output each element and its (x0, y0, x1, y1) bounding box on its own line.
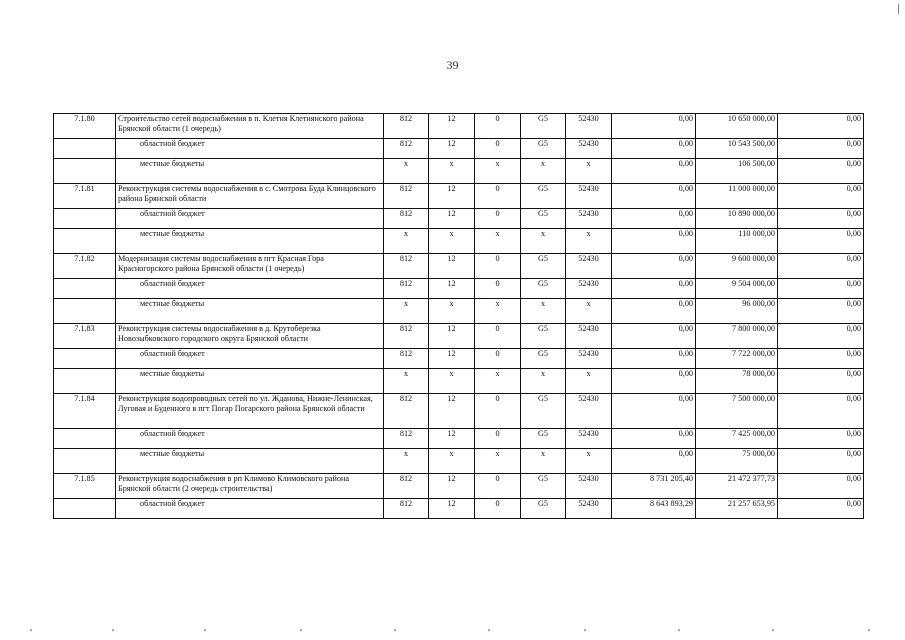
table-row-budget-source (54, 499, 864, 519)
row-value-3-cell: 0,00 (778, 159, 864, 184)
row-ministry-code-cell: x (384, 229, 429, 254)
row-value-3-cell: 0,00 (778, 369, 864, 394)
row-ministry-code-cell: 812 (384, 254, 429, 279)
row-subsection-cell: 0 (475, 499, 521, 519)
row-name-cell: местные бюджеты (116, 159, 384, 184)
row-name-cell: местные бюджеты (116, 369, 384, 394)
row-value-2-cell: 10 890 000,00 (696, 209, 778, 229)
row-program-cell: x (521, 369, 566, 394)
row-subsection-cell: 0 (475, 254, 521, 279)
page-number: 39 (446, 58, 459, 72)
row-ministry-code-cell: 812 (384, 499, 429, 519)
row-article-cell: 52430 (566, 429, 612, 449)
row-code-cell: 7.1.84 (54, 394, 116, 429)
row-ministry-code-cell: 812 (384, 184, 429, 209)
row-value-1-cell: 0,00 (612, 184, 696, 209)
row-program-cell: G5 (521, 254, 566, 279)
row-value-1-cell: 0,00 (612, 139, 696, 159)
row-program-cell: G5 (521, 184, 566, 209)
edge-dot (678, 629, 680, 631)
row-subsection-cell: x (475, 159, 521, 184)
row-value-2-cell: 75 000,00 (696, 449, 778, 474)
row-section-cell: x (429, 299, 475, 324)
row-article-cell: 52430 (566, 209, 612, 229)
row-code-cell (54, 499, 116, 519)
table-row-measure (54, 394, 864, 429)
row-article-cell: 52430 (566, 279, 612, 299)
row-program-cell: G5 (521, 324, 566, 349)
row-article-cell: x (566, 449, 612, 474)
row-section-cell: 12 (429, 394, 475, 429)
row-ministry-code-cell: 812 (384, 279, 429, 299)
row-value-2-cell: 7 722 000,00 (696, 349, 778, 369)
row-name-cell: областной бюджет (116, 429, 384, 449)
row-program-cell: x (521, 229, 566, 254)
row-code-cell: 7.1.85 (54, 474, 116, 499)
row-name-cell: Реконструкция системы водоснабжения в с. Смотрова Буда Клинцовского района Брянской области (116, 184, 384, 209)
row-value-3-cell: 0,00 (778, 209, 864, 229)
row-value-1-cell: 0,00 (612, 429, 696, 449)
row-value-1-cell: 0,00 (612, 279, 696, 299)
table-row-budget-source (54, 139, 864, 159)
row-ministry-code-cell: 812 (384, 474, 429, 499)
row-article-cell: 52430 (566, 184, 612, 209)
row-value-1-cell: 0,00 (612, 229, 696, 254)
row-article-cell: 52430 (566, 254, 612, 279)
table-row-budget-source (54, 209, 864, 229)
row-name-cell: Строительство сетей водоснабжения в п. Клетня Клетнянского района Брянской области (1 очередь) (116, 114, 384, 139)
row-value-2-cell: 21 472 377,73 (696, 474, 778, 499)
row-program-cell: x (521, 449, 566, 474)
row-value-1-cell: 0,00 (612, 299, 696, 324)
row-value-3-cell: 0,00 (778, 299, 864, 324)
page-edge-marks (0, 627, 905, 635)
row-section-cell: x (429, 159, 475, 184)
row-article-cell: 52430 (566, 139, 612, 159)
row-code-cell (54, 429, 116, 449)
row-value-3-cell: 0,00 (778, 474, 864, 499)
row-name-cell: областной бюджет (116, 139, 384, 159)
row-name-cell: местные бюджеты (116, 299, 384, 324)
row-program-cell: G5 (521, 349, 566, 369)
row-value-2-cell: 110 000,00 (696, 229, 778, 254)
row-ministry-code-cell: 812 (384, 349, 429, 369)
row-ministry-code-cell: 812 (384, 139, 429, 159)
row-article-cell: x (566, 159, 612, 184)
row-name-cell: областной бюджет (116, 499, 384, 519)
row-subsection-cell: 0 (475, 474, 521, 499)
row-subsection-cell: x (475, 229, 521, 254)
row-code-cell (54, 139, 116, 159)
row-value-3-cell: 0,00 (778, 324, 864, 349)
row-section-cell: 12 (429, 114, 475, 139)
row-program-cell: x (521, 159, 566, 184)
row-program-cell: G5 (521, 394, 566, 429)
row-program-cell: G5 (521, 474, 566, 499)
row-value-3-cell: 0,00 (778, 394, 864, 429)
row-name-cell: местные бюджеты (116, 449, 384, 474)
row-value-2-cell: 7 500 000,00 (696, 394, 778, 429)
row-name-cell: Реконструкция системы водоснабжения в д. Крутоберезка Новозыбковского городского округа Брянской области (116, 324, 384, 349)
row-subsection-cell: 0 (475, 349, 521, 369)
row-program-cell: G5 (521, 499, 566, 519)
table-row-budget-source (54, 429, 864, 449)
row-program-cell: G5 (521, 139, 566, 159)
row-code-cell: 7.1.81 (54, 184, 116, 209)
table-row-measure (54, 254, 864, 279)
row-value-1-cell: 0,00 (612, 394, 696, 429)
row-value-1-cell: 8 731 205,40 (612, 474, 696, 499)
edge-dot (112, 629, 114, 631)
row-program-cell: G5 (521, 429, 566, 449)
row-code-cell (54, 209, 116, 229)
row-article-cell: x (566, 369, 612, 394)
row-code-cell (54, 159, 116, 184)
row-value-2-cell: 78 000,00 (696, 369, 778, 394)
row-section-cell: 12 (429, 139, 475, 159)
table-row-budget-source (54, 279, 864, 299)
row-article-cell: 52430 (566, 474, 612, 499)
row-name-cell: местные бюджеты (116, 229, 384, 254)
row-subsection-cell: x (475, 369, 521, 394)
row-value-1-cell: 0,00 (612, 159, 696, 184)
row-section-cell: x (429, 229, 475, 254)
row-section-cell: 12 (429, 279, 475, 299)
row-section-cell: 12 (429, 499, 475, 519)
row-value-1-cell: 0,00 (612, 209, 696, 229)
table-row-budget-source (54, 229, 864, 254)
row-value-3-cell: 0,00 (778, 499, 864, 519)
row-name-cell: Реконструкция водоснабжения в рп Климово Климовского района Брянской области (2 очередь строительства) (116, 474, 384, 499)
row-value-3-cell: 0,00 (778, 139, 864, 159)
row-subsection-cell: 0 (475, 324, 521, 349)
row-value-2-cell: 7 800 000,00 (696, 324, 778, 349)
row-subsection-cell: 0 (475, 429, 521, 449)
table-row-budget-source (54, 369, 864, 394)
row-value-2-cell: 21 257 653,95 (696, 499, 778, 519)
table-row-budget-source (54, 349, 864, 369)
row-name-cell: областной бюджет (116, 209, 384, 229)
row-ministry-code-cell: 812 (384, 394, 429, 429)
row-ministry-code-cell: 812 (384, 324, 429, 349)
row-value-1-cell: 0,00 (612, 449, 696, 474)
row-article-cell: 52430 (566, 114, 612, 139)
row-code-cell (54, 229, 116, 254)
row-value-1-cell: 0,00 (612, 324, 696, 349)
edge-dot (868, 629, 870, 631)
row-value-2-cell: 10 650 000,00 (696, 114, 778, 139)
row-program-cell: x (521, 299, 566, 324)
row-value-2-cell: 96 000,00 (696, 299, 778, 324)
row-code-cell: 7.1.83 (54, 324, 116, 349)
row-code-cell: 7.1.80 (54, 114, 116, 139)
row-value-1-cell: 8 643 893,29 (612, 499, 696, 519)
row-code-cell: 7.1.82 (54, 254, 116, 279)
row-name-cell: областной бюджет (116, 349, 384, 369)
row-subsection-cell: x (475, 449, 521, 474)
row-value-3-cell: 0,00 (778, 184, 864, 209)
row-section-cell: 12 (429, 209, 475, 229)
row-section-cell: 12 (429, 349, 475, 369)
row-code-cell (54, 279, 116, 299)
row-value-2-cell: 106 500,00 (696, 159, 778, 184)
row-value-3-cell: 0,00 (778, 254, 864, 279)
row-subsection-cell: 0 (475, 139, 521, 159)
row-code-cell (54, 349, 116, 369)
edge-dot (488, 629, 490, 631)
row-value-1-cell: 0,00 (612, 369, 696, 394)
row-name-cell: Модернизация системы водоснабжения в пгт Красная Гора Красногорского района Брянской области (1 очередь) (116, 254, 384, 279)
row-value-2-cell: 9 600 000,00 (696, 254, 778, 279)
row-value-2-cell: 7 425 000,00 (696, 429, 778, 449)
row-code-cell (54, 449, 116, 474)
row-ministry-code-cell: 812 (384, 114, 429, 139)
row-program-cell: G5 (521, 209, 566, 229)
row-section-cell: x (429, 369, 475, 394)
row-article-cell: x (566, 299, 612, 324)
row-article-cell: 52430 (566, 349, 612, 369)
row-article-cell: 52430 (566, 499, 612, 519)
row-value-2-cell: 11 000 000,00 (696, 184, 778, 209)
row-article-cell: 52430 (566, 324, 612, 349)
row-ministry-code-cell: x (384, 449, 429, 474)
row-subsection-cell: x (475, 299, 521, 324)
table-row-budget-source (54, 299, 864, 324)
row-value-3-cell: 0,00 (778, 349, 864, 369)
row-ministry-code-cell: 812 (384, 209, 429, 229)
edge-dot (30, 629, 32, 631)
row-value-2-cell: 10 543 500,00 (696, 139, 778, 159)
row-name-cell: областной бюджет (116, 279, 384, 299)
row-value-3-cell: 0,00 (778, 229, 864, 254)
row-subsection-cell: 0 (475, 279, 521, 299)
row-ministry-code-cell: x (384, 159, 429, 184)
table-row-measure (54, 184, 864, 209)
row-code-cell (54, 299, 116, 324)
row-value-3-cell: 0,00 (778, 279, 864, 299)
budget-table (53, 113, 864, 519)
row-section-cell: 12 (429, 429, 475, 449)
row-section-cell: 12 (429, 184, 475, 209)
row-article-cell: 52430 (566, 394, 612, 429)
row-value-1-cell: 0,00 (612, 349, 696, 369)
row-value-2-cell: 9 504 000,00 (696, 279, 778, 299)
table-body (54, 114, 864, 519)
row-subsection-cell: 0 (475, 209, 521, 229)
row-value-1-cell: 0,00 (612, 254, 696, 279)
row-section-cell: 12 (429, 474, 475, 499)
row-subsection-cell: 0 (475, 394, 521, 429)
row-value-3-cell: 0,00 (778, 114, 864, 139)
row-ministry-code-cell: x (384, 299, 429, 324)
row-value-3-cell: 0,00 (778, 449, 864, 474)
row-program-cell: G5 (521, 279, 566, 299)
row-subsection-cell: 0 (475, 184, 521, 209)
row-ministry-code-cell: 812 (384, 429, 429, 449)
row-code-cell (54, 369, 116, 394)
edge-dot (394, 629, 396, 631)
row-program-cell: G5 (521, 114, 566, 139)
edge-dot (584, 629, 586, 631)
row-section-cell: 12 (429, 324, 475, 349)
edge-dot (300, 629, 302, 631)
table-row-measure (54, 324, 864, 349)
row-section-cell: x (429, 449, 475, 474)
row-name-cell: Реконструкция водопроводных сетей по ул. Жданова, Нижне-Ленинская, Луговая и Буденного в пгт Погар Погарского района Брянской области (116, 394, 384, 429)
row-section-cell: 12 (429, 254, 475, 279)
row-value-1-cell: 0,00 (612, 114, 696, 139)
row-value-3-cell: 0,00 (778, 429, 864, 449)
table-row-budget-source (54, 449, 864, 474)
edge-dot (772, 629, 774, 631)
row-subsection-cell: 0 (475, 114, 521, 139)
corner-mark (898, 4, 899, 14)
row-ministry-code-cell: x (384, 369, 429, 394)
edge-dot (204, 629, 206, 631)
table-row-budget-source (54, 159, 864, 184)
row-article-cell: x (566, 229, 612, 254)
table-row-measure (54, 474, 864, 499)
table-row-measure (54, 114, 864, 139)
